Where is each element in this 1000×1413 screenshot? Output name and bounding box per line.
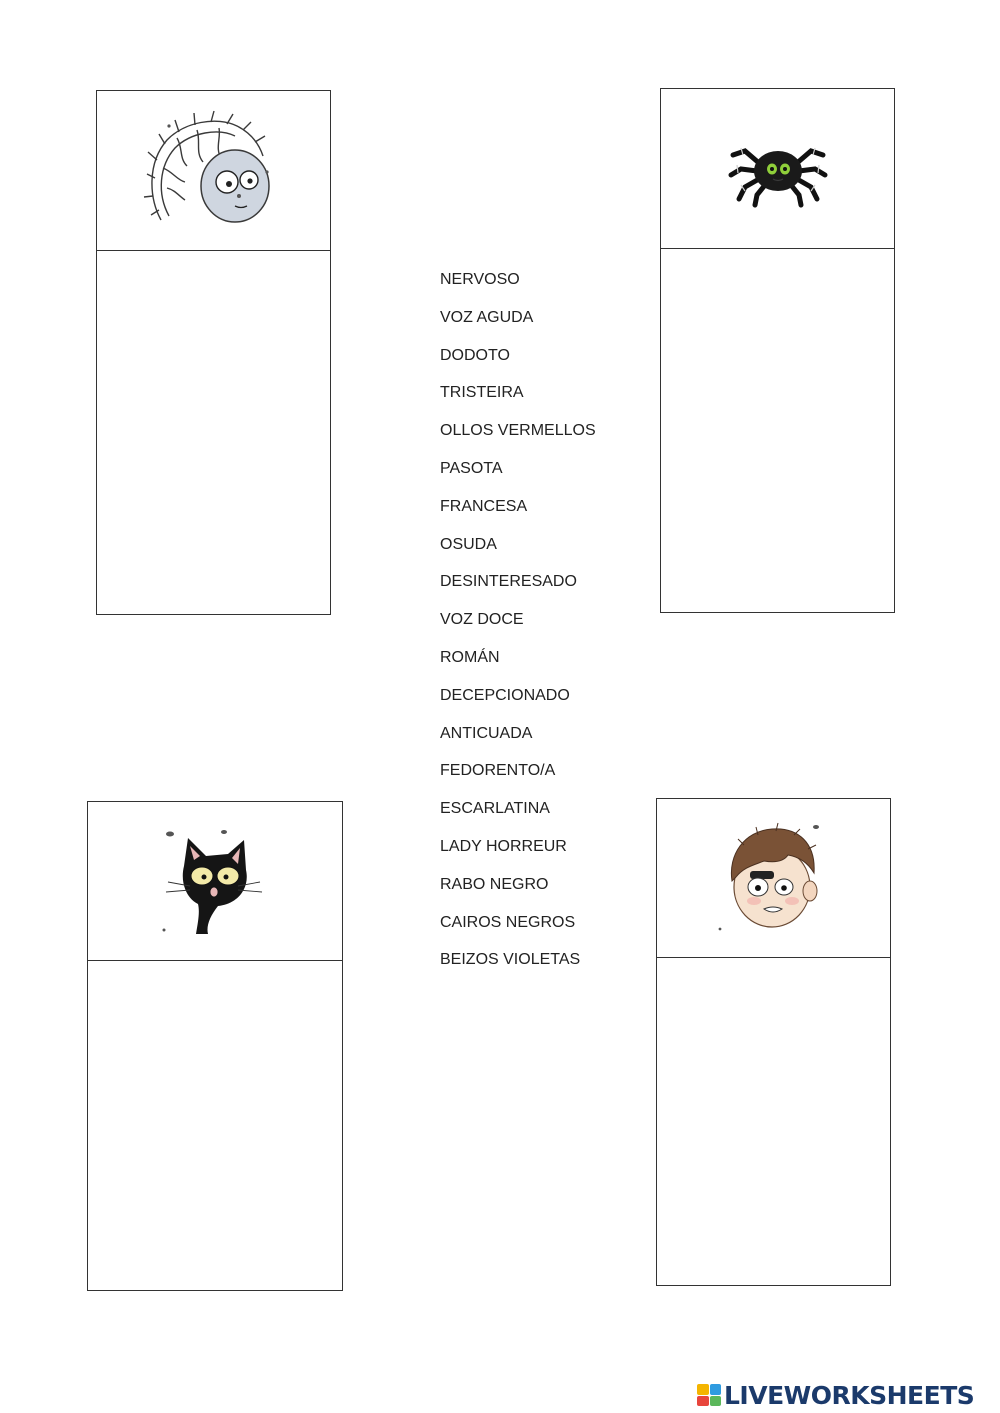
answer-area[interactable] [657, 958, 890, 1285]
logo-square-tl [697, 1384, 709, 1395]
word-item[interactable]: RABO NEGRO [440, 875, 549, 893]
word-item[interactable]: VOZ DOCE [440, 611, 524, 629]
card-picture-area [657, 799, 890, 958]
word-bank [440, 270, 596, 988]
logo-square-tr [710, 1384, 722, 1395]
answer-area[interactable] [97, 251, 330, 614]
character-card-hedgehog [96, 90, 331, 615]
word-item[interactable]: DECEPCIONADO [440, 686, 570, 704]
word-item[interactable]: LADY HORREUR [440, 837, 567, 855]
word-item[interactable]: ROMÁN [440, 648, 500, 666]
brand-text: LIVEWORKSHEETS [724, 1380, 975, 1410]
spider-icon [723, 129, 833, 209]
answer-area[interactable] [88, 961, 342, 1290]
hedgehog-icon [139, 108, 289, 233]
character-card-boy [656, 798, 891, 1286]
liveworksheets-logo-icon [697, 1384, 721, 1406]
logo-square-bl [697, 1396, 709, 1407]
word-item[interactable]: NERVOSO [440, 271, 520, 288]
card-picture-area [88, 802, 342, 961]
card-picture-area [661, 89, 894, 249]
word-item[interactable]: CAIROS NEGROS [440, 913, 576, 931]
word-item[interactable]: FRANCESA [440, 497, 528, 515]
word-item[interactable]: VOZ AGUDA [440, 308, 534, 326]
logo-square-br [710, 1396, 722, 1407]
character-card-spider [660, 88, 895, 613]
word-item[interactable]: OLLOS VERMELLOS [440, 422, 596, 440]
word-item[interactable]: ANTICUADA [440, 724, 533, 742]
word-item[interactable]: OSUDA [440, 535, 497, 553]
word-item[interactable]: DESINTERESADO [440, 573, 577, 591]
boy-face-icon [714, 821, 834, 936]
word-item[interactable]: BEIZOS VIOLETAS [440, 951, 581, 969]
liveworksheets-logo [697, 1380, 974, 1410]
word-item[interactable]: PASOTA [440, 459, 503, 477]
word-item[interactable]: DODOTO [440, 346, 510, 364]
answer-area[interactable] [661, 249, 894, 612]
character-card-cat [87, 801, 343, 1291]
word-item[interactable]: FEDORENTO/A [440, 762, 556, 780]
word-item[interactable]: ESCARLATINA [440, 800, 550, 818]
card-picture-area [97, 91, 330, 251]
black-cat-icon [150, 826, 280, 936]
word-item[interactable]: TRISTEIRA [440, 384, 524, 402]
